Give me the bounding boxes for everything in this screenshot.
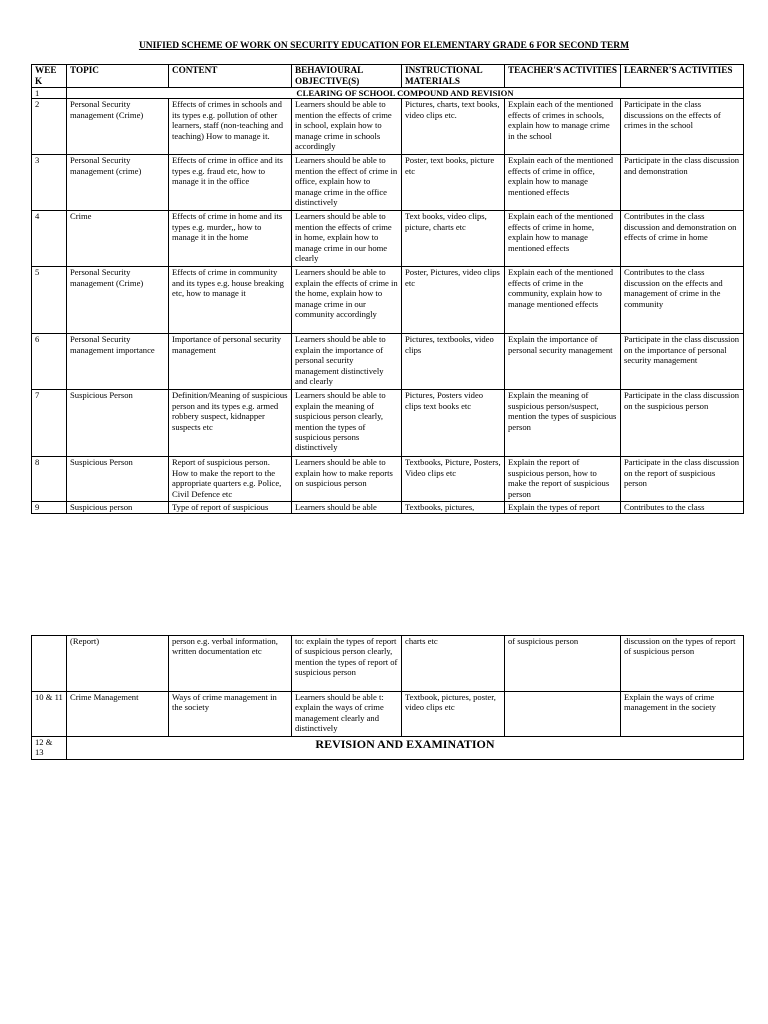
content-cell: Importance of personal security management [169,334,292,390]
objectives-cell: to: explain the types of report of suspicious person clearly, mention the types of report of suspicious person [292,636,402,692]
materials-cell: charts etc [402,636,505,692]
content-cell: Ways of crime management in the society [169,692,292,737]
materials-cell: Textbooks, pictures, [402,502,505,513]
header-topic: TOPIC [67,65,169,88]
teacher-cell [505,692,621,737]
objectives-cell: Learners should be able to explain the meaning of suspicious person clearly, mention the types of suspicious persons distinctively [292,390,402,457]
content-cell: Effects of crimes in schools and its types e.g. pollution of other learners, staff (non-teaching and teaching) How to manage it. [169,99,292,155]
objectives-cell: Learners should be able to explain how to make reports on suspicious person [292,457,402,502]
week-cell: 2 [32,99,67,155]
materials-cell: Pictures, charts, text books, video clips etc. [402,99,505,155]
header-row [32,65,744,88]
learner-cell: Participate in the class discussion on the suspicious person [621,390,744,457]
content-cell: Definition/Meaning of suspicious person and its types e.g. armed robbery suspect, kidnapper suspects etc [169,390,292,457]
topic-cell: Personal Security management (Crime) [67,99,169,155]
objectives-cell: Learners should be able t: explain the ways of crime management clearly and distinctively [292,692,402,737]
content-cell: Effects of crime in community and its types e.g. house breaking etc, how to manage it [169,267,292,334]
learner-cell: Participate in the class discussion on the report of suspicious person [621,457,744,502]
teacher-cell: Explain the types of report [505,502,621,513]
teacher-cell: Explain the importance of personal security management [505,334,621,390]
week-cell: 7 [32,390,67,457]
scheme-table [31,64,744,514]
week-cell: 5 [32,267,67,334]
table-row [32,390,744,457]
learner-cell: Contributes to the class discussion on the effects and management of crime in the community [621,267,744,334]
learner-cell: Contributes to the class [621,502,744,513]
materials-cell: Text books, video clips, picture, charts etc [402,211,505,267]
content-cell: Effects of crime in home and its types e.g. murder,, how to manage it in the home [169,211,292,267]
materials-cell: Textbook, pictures, poster, video clips etc [402,692,505,737]
topic-cell: Suspicious Person [67,390,169,457]
table-row-week1 [32,88,744,99]
topic-cell: Crime Management [67,692,169,737]
objectives-cell: Learners should be able to explain the effects of crime in the home, explain how to manage crime in our community accordingly [292,267,402,334]
week-cell: 9 [32,502,67,513]
topic-cell: Personal Security management (Crime) [67,267,169,334]
header-learner: LEARNER'S ACTIVITIES [621,65,744,88]
objectives-cell: Learners should be able to mention the effects of crime in school, explain how to manage crime in schools accordingly [292,99,402,155]
topic-cell: Suspicious person [67,502,169,513]
topic-cell: (Report) [67,636,169,692]
topic-cell: Personal Security management importance [67,334,169,390]
materials-cell: Poster, Pictures, video clips etc [402,267,505,334]
table-row [32,502,744,513]
learner-cell: Explain the ways of crime management in the society [621,692,744,737]
teacher-cell: Explain each of the mentioned effects of crime in the community, explain how to manage mentioned effects [505,267,621,334]
materials-cell: Pictures, textbooks, video clips [402,334,505,390]
teacher-cell: Explain the meaning of suspicious person/suspect, mention the types of suspicious person [505,390,621,457]
document-title: UNIFIED SCHEME OF WORK ON SECURITY EDUCATION FOR ELEMENTARY GRADE 6 FOR SECOND TERM [138,41,630,51]
table-row [32,267,744,334]
week-cell: 10 & 11 [32,692,67,737]
teacher-cell: Explain each of the mentioned effects of crime in office, explain how to manage mentioned effects [505,155,621,211]
scheme-table-continued [31,635,744,760]
content-cell: person e.g. verbal information, written documentation etc [169,636,292,692]
header-content: CONTENT [169,65,292,88]
table-row [32,211,744,267]
header-teacher: TEACHER'S ACTIVITIES [505,65,621,88]
table-row-final [32,737,744,760]
final-activity: REVISION AND EXAMINATION [67,737,744,760]
week-cell: 3 [32,155,67,211]
week-cell: 1 [32,88,67,99]
topic-cell: Crime [67,211,169,267]
table-row [32,99,744,155]
week-cell [32,636,67,692]
table-row [32,692,744,737]
table-row [32,636,744,692]
learner-cell: discussion on the types of report of suspicious person [621,636,744,692]
learner-cell: Participate in the class discussion on the importance of personal security management [621,334,744,390]
objectives-cell: Learners should be able to mention the effects of crime in home, explain how to manage crime in our home clearly [292,211,402,267]
header-objectives: BEHAVIOURAL OBJECTIVE(S) [292,65,402,88]
content-cell: Type of report of suspicious [169,502,292,513]
week1-activity: CLEARING OF SCHOOL COMPOUND AND REVISION [67,88,744,99]
teacher-cell: of suspicious person [505,636,621,692]
header-materials: INSTRUCTIONAL MATERIALS [402,65,505,88]
materials-cell: Textbooks, Picture, Posters, Video clips etc [402,457,505,502]
topic-cell: Personal Security management (crime) [67,155,169,211]
week-cell: 4 [32,211,67,267]
header-week: WEE K [32,65,67,88]
learner-cell: Participate in the class discussion and demonstration [621,155,744,211]
teacher-cell: Explain the report of suspicious person, how to make the report of suspicious person [505,457,621,502]
learner-cell: Contributes in the class discussion and demonstration on effects of crime in home [621,211,744,267]
objectives-cell: Learners should be able to mention the effect of crime in office, explain how to manage crime in the office distinctively [292,155,402,211]
materials-cell: Poster, text books, picture etc [402,155,505,211]
week-cell: 12 & 13 [32,737,67,760]
learner-cell: Participate in the class discussions on the effects of crimes in the school [621,99,744,155]
objectives-cell: Learners should be able to explain the importance of personal security management distinctively and clearly [292,334,402,390]
materials-cell: Pictures, Posters video clips text books etc [402,390,505,457]
teacher-cell: Explain each of the mentioned effects of crimes in schools, explain how to manage crime in the school [505,99,621,155]
table-row [32,155,744,211]
objectives-cell: Learners should be able [292,502,402,513]
week-cell: 6 [32,334,67,390]
table-row [32,457,744,502]
content-cell: Report of suspicious person. How to make the report to the appropriate quarters e.g. Police, Civil Defence etc [169,457,292,502]
topic-cell: Suspicious Person [67,457,169,502]
content-cell: Effects of crime in office and its types e.g. fraud etc, how to manage it in the office [169,155,292,211]
week-cell: 8 [32,457,67,502]
teacher-cell: Explain each of the mentioned effects of crime in home, explain how to manage mentioned effects [505,211,621,267]
table-row [32,334,744,390]
